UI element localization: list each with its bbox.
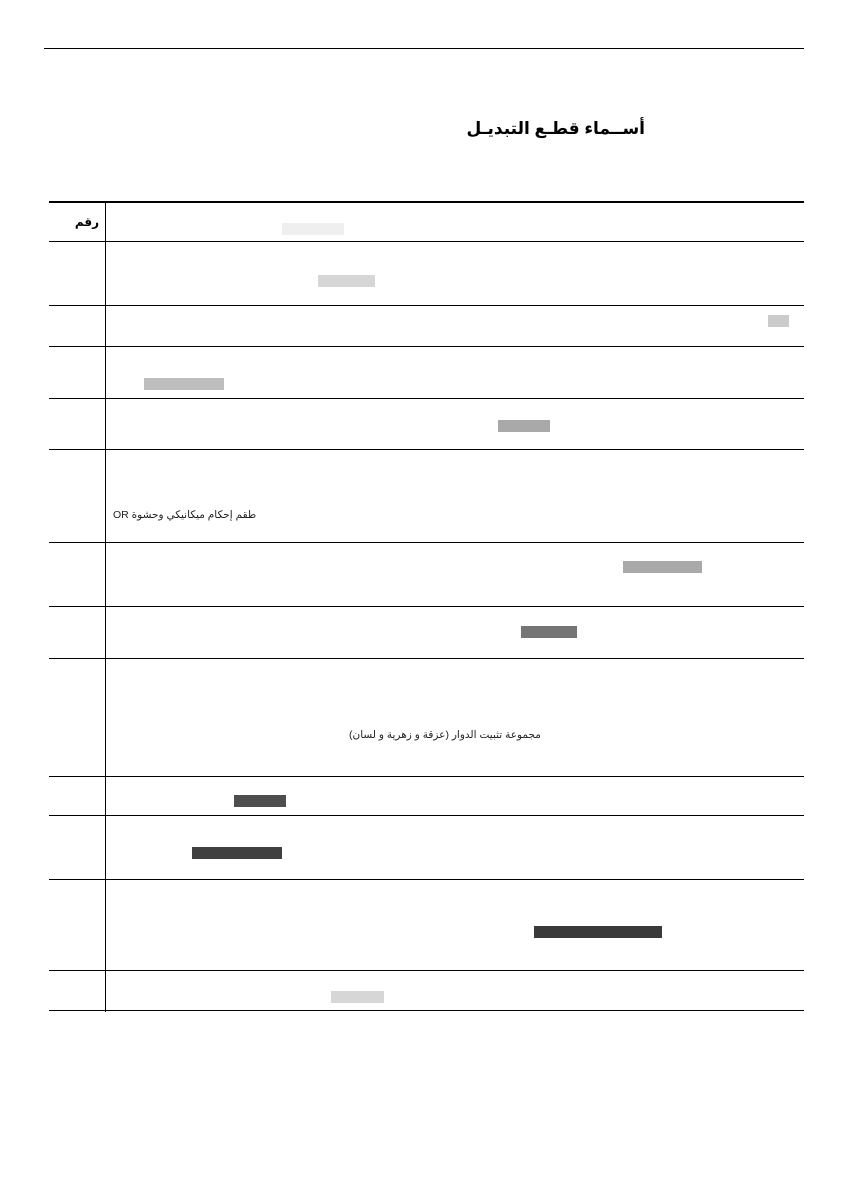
redacted-block	[192, 847, 282, 859]
row-divider	[49, 879, 804, 880]
redacted-block	[623, 561, 702, 573]
table-top-rule	[49, 201, 804, 203]
redacted-block	[234, 795, 286, 807]
row-divider	[49, 346, 804, 347]
table-cell-text: مجموعة تثبيت الدوار (عزقة و زهرية و لسان)	[349, 729, 541, 741]
row-divider	[49, 970, 804, 971]
table-header-rule	[49, 241, 804, 242]
row-divider	[49, 542, 804, 543]
redacted-block	[318, 275, 375, 287]
redacted-block	[768, 315, 789, 327]
number-column-header: رقم	[74, 215, 99, 229]
redacted-block	[521, 626, 577, 638]
table-cell-text: طقم إحكام ميكانيكي وحشوة OR	[113, 509, 257, 521]
redacted-block	[534, 926, 662, 938]
row-divider	[49, 776, 804, 777]
table-bottom-rule	[49, 1010, 804, 1011]
row-divider	[49, 658, 804, 659]
column-divider	[105, 201, 106, 1012]
page-title: أســماء قطـع التبديـل	[466, 119, 645, 138]
row-divider	[49, 815, 804, 816]
row-divider	[49, 305, 804, 306]
redacted-block	[144, 378, 224, 390]
header-rule	[44, 48, 804, 49]
row-divider	[49, 449, 804, 450]
parts-table	[49, 201, 804, 1012]
redacted-block	[498, 420, 550, 432]
row-divider	[49, 606, 804, 607]
row-divider	[49, 398, 804, 399]
redacted-block	[282, 223, 344, 235]
redacted-block	[331, 991, 384, 1003]
